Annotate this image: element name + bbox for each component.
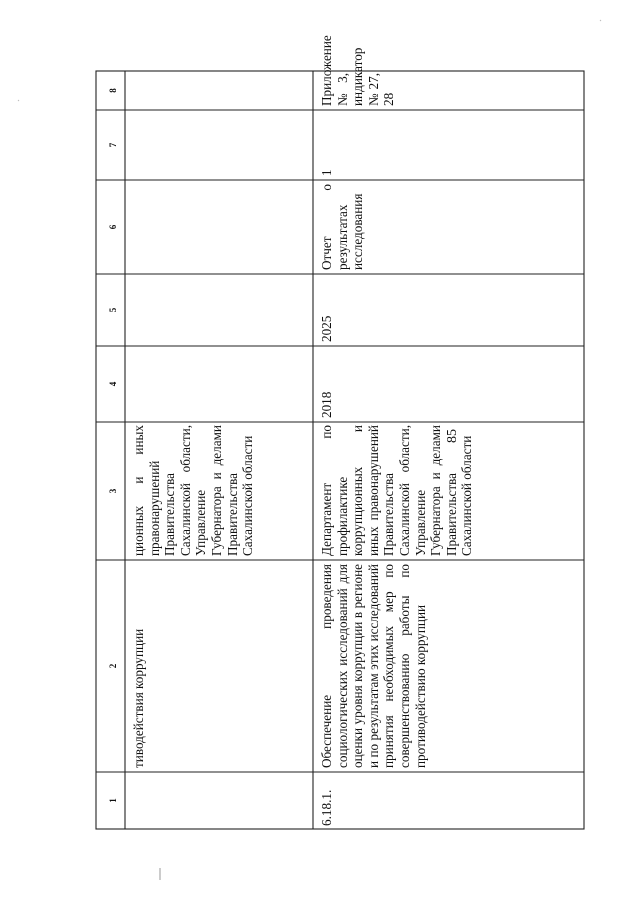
rotated-table xyxy=(95,35,585,830)
header-col-8: 8 xyxy=(108,88,118,93)
row2-reference: Приложение № 3, индикатор № 27, 28 xyxy=(319,35,397,106)
row2-responsible: Департамент по профилактике коррупционных и иных правонарушений Правительства Сахалинской области, Управление Губернатора и делами Правительства Сахалинской области xyxy=(319,425,475,556)
row2-number: 6.18.1. xyxy=(319,789,334,826)
row2-value: 1 xyxy=(319,169,334,176)
header-col-5: 5 xyxy=(108,307,118,313)
row1-col3: ционных и иных правонарушений Правительства Сахалинской области, Управление Губернатора и делами Правительства Сахалинской области xyxy=(131,425,256,556)
row2-result: Отчет о результатах исследования xyxy=(319,184,366,270)
header-col-2: 2 xyxy=(108,663,118,669)
header-col-6: 6 xyxy=(108,224,118,230)
header-col-3: 3 xyxy=(108,488,118,494)
row2-start-year: 2018 xyxy=(319,391,334,418)
header-col-4: 4 xyxy=(108,381,118,387)
row2-activity: Обеспечение проведения социологических исследований для оценки уровня коррупции в регионе и по результатам этих исследований принятия необходимых мер по совершенствованию работы по противодействию коррупции xyxy=(319,564,428,768)
page-number: 85 xyxy=(445,429,460,443)
row2-end-year: 2025 xyxy=(319,315,334,342)
header-col-7: 7 xyxy=(108,142,118,148)
header-col-1: 1 xyxy=(108,798,118,803)
row1-col2: тиводействия коррупции xyxy=(131,628,146,768)
